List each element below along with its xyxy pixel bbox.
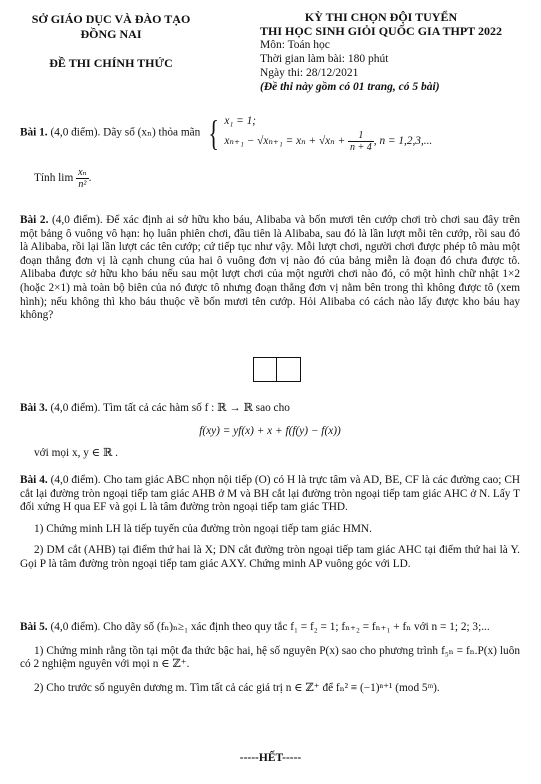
recurrence-system	[203, 113, 432, 153]
functional-equation: f(xy) = yf(x) + x + f(f(y) − f(x))	[199, 424, 341, 437]
brace-icon: {	[208, 113, 219, 153]
problem-3-intro: (4,0 điểm). Tìm tất cả các hàm số f : ℝ → ℝ sao cho	[50, 402, 290, 414]
problem-3-label: Bài 3.	[20, 402, 48, 414]
department-name: SỞ GIÁO DỤC VÀ ĐÀO TẠO	[31, 12, 191, 26]
domino-figure	[253, 357, 301, 382]
problem-5-question-1: 1) Chứng minh rằng tồn tại một đa thức bậc hai, hệ số nguyên P(x) sao cho phương trình f₅ₙ = fₙ.P(x) luôn có 2 nghiệm nguyên với mọi n ∈ ℤ⁺.	[20, 644, 520, 671]
problem-5-text: (4,0 điểm). Cho dãy số (fₙ)ₙ≥₁ xác định theo quy tắc f₁ = f₂ = 1; fₙ₊₂ = fₙ₊₁ + fₙ với n = 1; 2; 3;...	[50, 621, 490, 633]
problem-3-tail: với mọi x, y ∈ ℝ .	[34, 447, 118, 460]
problem-2-text: (4,0 điểm). Để xác định ai sở hữu kho báu, Alibaba và bốn mươi tên cướp chơi trò chơi sau đây trên một bảng ô vuông vô hạn: họ luân phiên chơi, đầu tiên là Alibaba, sau đó là lần lượt mỗi tên cướp, rồi sau đó là Alibaba, rồi lại lần lượt các tên cướp; cứ tiếp tục như vậy. Mỗi lượt chơi, người chơi được phép tô màu một đoạn thẳng đơn vị là cạnh chung của hai ô vuông đơn vị nào đó của bảng miễn là đoạn đó chưa được tô. Alibaba được sở hữu kho báu nếu sau một lượt chơi của một người chơi nào đó, có một hình chữ nhật 1×2 (hoặc 2×1) mà toàn bộ biên của nó được tô nhưng đoạn thẳng đơn vị nằm bên trong thì không được tô (xem hình); nếu không thì kho báu thuộc về bốn mươi tên cướp. Hỏi Alibaba có cách nào lấy được kho báu hay không?	[20, 214, 521, 322]
problem-2	[20, 214, 520, 323]
problem-1-label: Bài 1.	[20, 126, 48, 139]
official-label: ĐỀ THI CHÍNH THỨC	[49, 56, 173, 70]
problem-1: Bài 1. (4,0 điểm). Dãy số (xₙ) thỏa mãn { x₁ = 1; xₙ₊₁ − √xₙ₊₁ = xₙ + √xₙ + $\frac{1}{n + 4}$ , n = 1,2,3,... Tính lim $\frac{\text{xₙ}}{\text{n²}}$ .	[20, 113, 433, 190]
problem-4	[20, 474, 520, 572]
problem-5	[20, 621, 520, 695]
subject: Môn: Toán học	[260, 39, 330, 51]
exam-title-2: THI HỌC SINH GIỎI QUỐC GIA THPT 2022	[260, 24, 502, 38]
recurrence-initial: x₁ = 1;	[224, 115, 257, 127]
recurrence-equation: xₙ₊₁ − √xₙ₊₁ = xₙ + √xₙ +	[224, 135, 346, 148]
limit-ask: Tính lim	[34, 172, 74, 185]
duration: Thời gian làm bài: 180 phút	[260, 53, 389, 65]
limit-fraction: $\frac{\text{xₙ}}{\text{n²}}$	[78, 167, 87, 190]
province-name: ĐỒNG NAI	[80, 27, 142, 41]
problem-5-label: Bài 5.	[20, 621, 48, 633]
header-left	[26, 12, 196, 71]
exam-title-1: KỲ THI CHỌN ĐỘI TUYỂN	[304, 10, 458, 24]
problem-1-intro: (4,0 điểm). Dãy số (xₙ) thỏa mãn	[50, 126, 201, 139]
exam-meta	[236, 38, 526, 94]
recurrence-range: , n = 1,2,3,...	[373, 135, 433, 148]
problem-4-label: Bài 4.	[20, 474, 48, 486]
exam-date: Ngày thi: 28/12/2021	[260, 67, 359, 79]
problem-4-text: (4,0 điểm). Cho tam giác ABC nhọn nội tiếp (O) có H là trực tâm và AD, BE, CF là các đường cao; CH cắt lại đường tròn ngoại tiếp tam giác AHB ở M và BH cắt lại đường tròn ngoại tiếp tam giác AHC ở N. Lấy T đối xứng H qua EF và gọi L là tâm đường tròn ngoại tiếp tam giác THD.	[20, 474, 521, 514]
page-note: (Đề thi này gồm có 01 trang, có 5 bài)	[260, 81, 440, 93]
end-marker: -----HẾT-----	[239, 752, 302, 764]
problem-5-question-2: 2) Cho trước số nguyên dương m. Tìm tất cả các giá trị n ∈ ℤ⁺ để fₙ² ≡ (−1)ⁿ⁺¹ (mod 5ᵐ).	[34, 681, 440, 694]
problem-4-question-2: 2) DM cắt (AHB) tại điểm thứ hai là X; DN cắt đường tròn ngoại tiếp tam giác AHC tại điểm thứ hai là Y. Gọi P là tâm đường tròn ngoại tiếp tam giác AXY. Chứng minh AP vuông góc với LD.	[20, 544, 520, 570]
problem-3	[20, 402, 520, 461]
header-right	[236, 10, 526, 94]
problem-2-label: Bài 2.	[20, 214, 49, 226]
problem-4-question-1: 1) Chứng minh LH là tiếp tuyến của đường tròn ngoại tiếp tam giác HMN.	[34, 522, 372, 535]
recurrence-fraction: $\frac{1}{n + 4}$	[350, 130, 372, 153]
